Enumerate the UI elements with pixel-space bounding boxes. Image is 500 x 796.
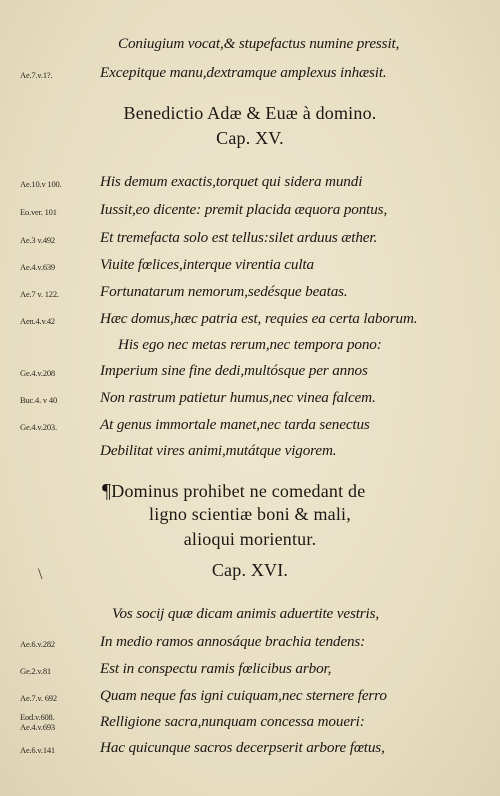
- verse-line: [0, 32, 500, 58]
- marginal-reference-line: Ae.4.v.693: [20, 722, 55, 732]
- verse-line: [0, 413, 500, 439]
- marginal-reference: Ae.7.v.1?.: [20, 70, 53, 80]
- marginal-reference: Ae.6.v.141: [20, 745, 55, 755]
- verse-text: Hæc domus,hæc patria est, requies ea certa laborum.: [100, 310, 418, 327]
- verse-line: [0, 226, 500, 252]
- verse-text: Vos socij quæ dicam animis aduertite vestris,: [112, 605, 380, 622]
- verse-text: His demum exactis,torquet qui sidera mundi: [100, 173, 363, 190]
- verse-text: Hac quicunque sacros decerpserit arbore fœtus,: [100, 739, 385, 756]
- marginal-reference: Ae.7.v. 692: [20, 693, 57, 703]
- chapter-number: Cap. XVI.: [211, 560, 289, 580]
- verse-text: Viuite fœlices,interque virentia culta: [100, 256, 314, 273]
- marginal-reference: Ae.6.v.282: [20, 639, 55, 649]
- verse-line: [0, 359, 500, 385]
- verse-text: Excepitque manu,dextramque amplexus inhæsit.: [100, 64, 387, 81]
- verse-text: Et tremefacta solo est tellus:silet arduus æther.: [100, 229, 378, 246]
- verse-line: [0, 736, 500, 762]
- marginal-reference: Ge.2.v.81: [20, 666, 51, 676]
- heading-line: alioqui morientur.: [183, 529, 317, 549]
- marginal-reference: Ae.3 v.492: [20, 235, 55, 245]
- heading-line: ligno scientiæ boni & mali,: [149, 504, 351, 524]
- stray-ink-mark: \: [38, 566, 43, 583]
- verse-line: [0, 61, 500, 87]
- pilcrow-mark: ¶: [102, 480, 112, 502]
- marginal-reference: Buc.4. v 40: [20, 395, 57, 405]
- marginal-reference: [20, 712, 98, 732]
- verse-text: His ego nec metas rerum,nec tempora pono:: [118, 336, 382, 353]
- verse-line: [0, 307, 500, 333]
- verse-line: [0, 333, 500, 359]
- marginal-reference: Ae.4.v.639: [20, 262, 55, 272]
- verse-line: [0, 710, 500, 736]
- verse-text: Fortunatarum nemorum,sedésque beatas.: [100, 283, 348, 300]
- verse-text: At genus immortale manet,nec tarda senectus: [100, 416, 370, 433]
- verse-text: Iussit,eo dicente: premit placida æquora pontus,: [100, 201, 388, 218]
- marginal-reference: Ge.4.v.208: [20, 368, 55, 378]
- verse-line: [0, 386, 500, 412]
- verse-line: [0, 170, 500, 196]
- verse-line: [0, 684, 500, 710]
- verse-text: Debilitat vires animi,mutátque vigorem.: [100, 442, 337, 459]
- heading-line: Dominus prohibet ne comedant de: [111, 481, 366, 501]
- verse-text: Non rastrum patietur humus,nec vinea falcem.: [100, 389, 376, 406]
- verse-text: In medio ramos annosáque brachia tendens:: [100, 633, 366, 650]
- marginal-reference: Ae.7 v. 122.: [20, 289, 59, 299]
- verse-text: Coniugium vocat,& stupefactus numine pressit,: [118, 35, 400, 52]
- verse-line: [0, 253, 500, 279]
- marginal-reference: Eo.ver. 101: [20, 207, 57, 217]
- verse-line: [0, 198, 500, 224]
- section-heading: Benedictio Adæ & Euæ à domino.: [123, 103, 377, 123]
- section-heading: [102, 480, 492, 503]
- verse-text: Est in conspectu ramis fœlicibus arbor,: [100, 660, 332, 677]
- verse-line: [0, 630, 500, 656]
- marginal-reference: Ge.4.v.203.: [20, 422, 57, 432]
- marginal-reference: Ae.10.v 100.: [20, 179, 62, 189]
- verse-line: [0, 280, 500, 306]
- verse-text: Imperium sine fine dedi,multósque per annos: [100, 362, 368, 379]
- verse-line: [0, 657, 500, 683]
- chapter-number: Cap. XV.: [216, 128, 284, 148]
- verse-text: Quam neque fas igni cuiquam,nec sternere ferro: [100, 687, 387, 704]
- verse-text: Relligione sacra,nunquam concessa moueri:: [100, 713, 365, 730]
- marginal-reference: Aen.4.v.42: [20, 316, 55, 326]
- verse-line: [0, 439, 500, 465]
- verse-line: [0, 602, 500, 628]
- marginal-reference-line: Eod.v.608.: [20, 712, 55, 722]
